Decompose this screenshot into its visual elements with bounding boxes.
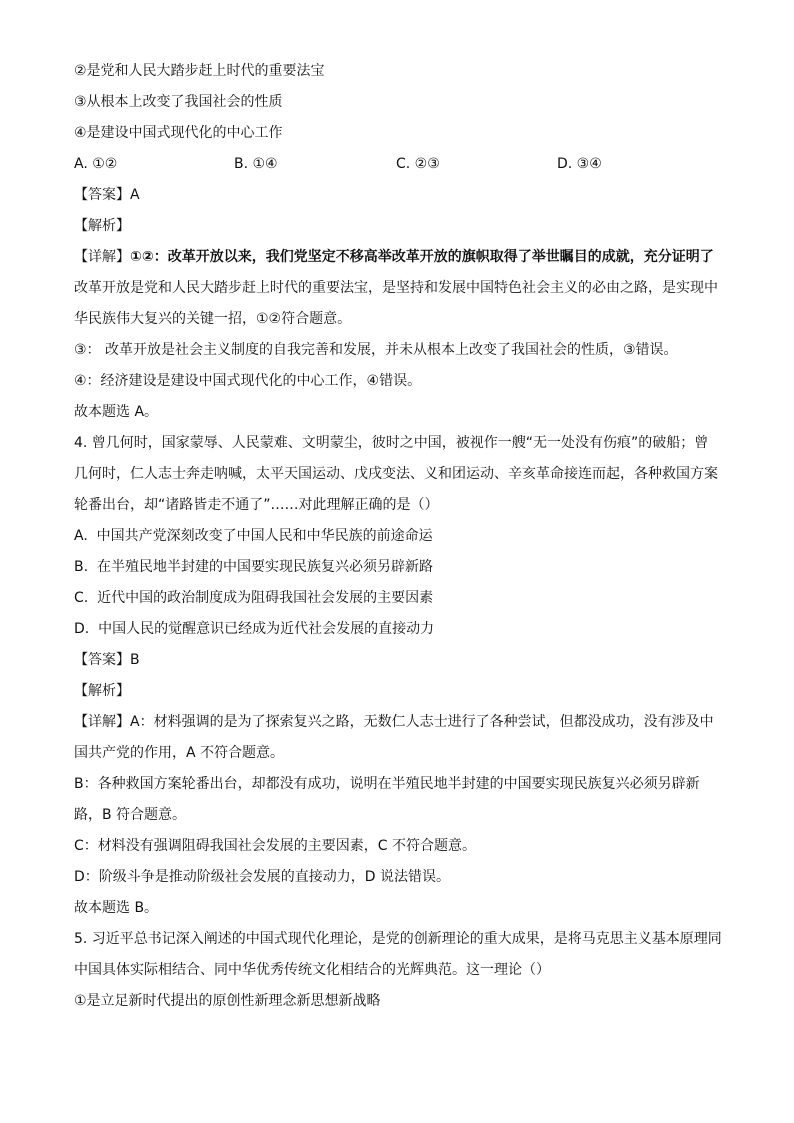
q4-detail-b (74, 775, 734, 825)
q4-conclusion: 故本题选 B。 (74, 900, 159, 916)
q4-detail-c: C：材料没有强调阻碍我国社会发展的主要因素，C 不符合题意。 (74, 838, 476, 854)
q5-option-1: ①是立足新时代提出的原创性新理念新思想新战略 (74, 993, 381, 1009)
q4-detail-tag: 【详解】 (74, 714, 130, 730)
q4-stem-line-1: 4. 曾几何时，国家蒙辱、人民蒙难、文明蒙尘，彼时之中国，被视作一艘“无一处没有伤痕”的破船；曾 (74, 435, 709, 451)
q3-detail-line-1: ①②：改革开放以来，我们党坚定不移高举改革开放的旗帜取得了举世瞩目的成就，充分证明了 (130, 249, 714, 265)
q4-detail-a-line-2: 国共产党的作用，A 不符合题意。 (74, 745, 285, 761)
q4-detail-b-line-1: B：各种救国方案轮番出台，却都没有成功，说明在半殖民地半封建的中国要实现民族复兴必须另辟新 (74, 776, 700, 792)
q3-option-4: ④是建设中国式现代化的中心工作 (74, 125, 283, 141)
document-page (74, 62, 734, 1023)
q3-choice-a: A. ①② (74, 156, 118, 172)
q4-option-c: C. 近代中国的政治制度成为阻碍我国社会发展的主要因素 (74, 590, 434, 606)
q3-choices (74, 155, 734, 174)
q4-detail-d: D：阶级斗争是推动阶级社会发展的直接动力，D 说法错误。 (74, 869, 451, 885)
q3-option-3: ③从根本上改变了我国社会的性质 (74, 94, 283, 110)
q3-analysis-heading: 【解析】 (74, 218, 130, 234)
q4-option-b: B. 在半殖民地半封建的中国要实现民族复兴必须另辟新路 (74, 559, 433, 575)
q3-choice-c: C. ②③ (396, 156, 440, 172)
q4-option-a: A. 中国共产党深刻改变了中国人民和中华民族的前途命运 (74, 528, 433, 544)
q3-detail-line-2: 改革开放是党和人民大踏步赶上时代的重要法宝，是坚持和发展中国特色社会主义的必由之路，是实现中 (74, 280, 718, 296)
q3-choice-b: B. ①④ (234, 156, 278, 172)
q3-detail-4: ④：经济建设是建设中国式现代化的中心工作，④错误。 (74, 373, 422, 389)
q4-analysis-heading: 【解析】 (74, 683, 130, 699)
q3-detail (74, 248, 734, 329)
q4-stem-line-2: 几何时，仁人志士奔走呐喊，太平天国运动、戊戌变法、义和团运动、辛亥革命接连而起，各种救国方案 (74, 466, 718, 482)
q3-detail-line-3: 华民族伟大复兴的关键一招，①②符合题意。 (74, 311, 352, 327)
q4-stem-line-3: 轮番出台，却“诸路皆走不通了”……对此理解正确的是（） (74, 497, 439, 513)
q4-option-d: D. 中国人民的觉醒意识已经成为近代社会发展的直接动力 (74, 621, 435, 637)
q5-stem-line-1: 5. 习近平总书记深入阐述的中国式现代化理论，是党的创新理论的重大成果，是将马克思主义基本原理同 (74, 931, 722, 947)
q5-stem (74, 930, 734, 980)
q3-choice-d: D. ③④ (557, 156, 602, 172)
q3-detail-tag: 【详解】 (74, 249, 130, 265)
q5-stem-line-2: 中国具体实际相结合、同中华优秀传统文化相结合的光辉典范。这一理论（） (74, 962, 550, 978)
q4-detail-b-line-2: 路，B 符合题意。 (74, 807, 187, 823)
q3-detail-3: ③： 改革开放是社会主义制度的自我完善和发展，并未从根本上改变了我国社会的性质，③错误。 (74, 342, 678, 358)
q4-detail-a (74, 713, 734, 763)
q4-answer: 【答案】B (74, 652, 140, 668)
q3-option-2: ②是党和人民大踏步赶上时代的重要法宝 (74, 63, 325, 79)
q4-stem (74, 434, 734, 515)
q4-detail-a-line-1: A：材料强调的是为了探索复兴之路，无数仁人志士进行了各种尝试，但都没成功，没有涉及中 (130, 714, 714, 730)
q3-answer: 【答案】A (74, 187, 140, 203)
q3-conclusion: 故本题选 A。 (74, 404, 159, 420)
